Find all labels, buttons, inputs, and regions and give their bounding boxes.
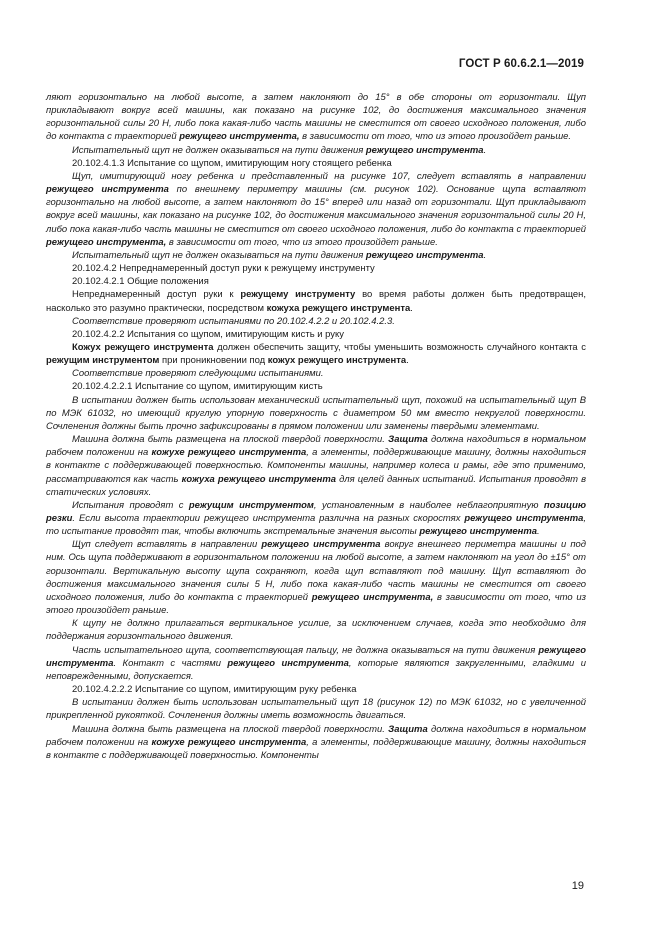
text-run: должна находиться в нормальном рабочем положении на — [46, 434, 586, 459]
text-run: . — [406, 355, 409, 367]
defined-term: режущего инструмента — [365, 144, 484, 156]
text-run: , которые являются закругленными, гладкими и неповрежденными, допускается. — [46, 657, 586, 682]
text-run: , то испытание проводят так, чтобы включить экстремальные значения высоты — [46, 513, 586, 538]
body-paragraph — [46, 696, 586, 722]
body-paragraph — [46, 433, 586, 499]
section-heading: 20.102.4.2 Непреднамеренный доступ руки к режущему инструменту — [72, 263, 375, 275]
text-run: Непреднамеренный доступ руки к — [72, 289, 241, 301]
document-header: ГОСТ Р 60.6.2.1—2019 — [458, 58, 584, 70]
defined-term: режущего инструмента — [46, 644, 586, 669]
page-number: 19 — [571, 880, 584, 892]
text-run: Щуп, имитирующий ногу ребенка и представленный на рисунке 107, следует вставлять в направлении — [72, 170, 586, 182]
body-paragraph — [46, 315, 586, 328]
defined-term: режущему инструменту — [240, 289, 356, 301]
defined-term: кожухе режущего инструмента — [151, 736, 307, 748]
body-paragraph — [46, 170, 586, 249]
body-paragraph — [46, 91, 586, 144]
body-paragraph — [46, 499, 586, 538]
defined-term: режущего инструмента — [464, 513, 584, 524]
defined-term: режущего инструмента — [419, 526, 538, 538]
defined-term: режущего инструмента — [227, 657, 349, 669]
body-paragraph — [46, 538, 586, 617]
defined-term: кожух режущего инструмента — [267, 355, 407, 367]
text-run: для целей данных испытаний. Испытания проводят в статических условиях. — [46, 473, 586, 498]
text-run: . Контакт с частями — [113, 657, 228, 669]
defined-term: режущего инструмента — [261, 539, 381, 551]
defined-term: Защита — [388, 723, 428, 735]
text-run: , а элементы, поддерживающие машину, должны находиться в контакте с поддерживающей поверхностью. Компоненты — [46, 736, 586, 761]
text-run: . — [410, 302, 413, 314]
text-run: в зависимости от того, что из этого произойдет раньше. — [46, 591, 587, 617]
text-run: Испытания проводят с — [72, 499, 189, 511]
text-run: Часть испытательного щупа, соответствующая пальцу, не должна оказываться на пути движения — [72, 644, 539, 656]
section-heading: 20.102.4.2.1 Общие положения — [72, 276, 209, 288]
text-run: В испытании должен быть использован испытательный щуп 18 (рисунок 12) по МЭК 61032, но с увеличенной прикрепленной рукояткой. Сочленения должны иметь возможность двигаться. — [46, 697, 586, 722]
text-run: Испытательный щуп не должен оказываться на пути движения — [72, 249, 366, 261]
defined-term: режущего инструмента — [46, 184, 169, 196]
text-run: . — [483, 144, 487, 156]
text-run: во время работы должен быть предотвращен, насколько это разумно практически, посредством — [46, 289, 586, 314]
text-run: по внешнему периметру машины (см. рисунок 102). Основание щупа вставляют горизонтально на любой высоте, а затем наклоняют до 15° вперед или назад от горизонтали. Щуп прикладывают вокруг всей машины, как показано на рисунке 102, до достижения максимального значения горизонтальной силы 20 Н, либо пока какая-либо часть машины не сместится от своего исходного положения, либо до контакта с траекторией — [46, 184, 586, 235]
defined-term: Кожух режущего инструмента — [72, 341, 214, 353]
body-paragraph — [46, 617, 586, 643]
text-run: . — [537, 526, 540, 538]
text-run: Испытательный щуп не должен оказываться на пути движения — [72, 144, 366, 156]
defined-term: позицию резки — [46, 499, 586, 524]
text-run: при проникновении под — [159, 355, 268, 367]
defined-term: режущего инструмента, — [46, 236, 167, 248]
text-run: , а элементы, поддерживающие машину, должны находиться в контакте с поддерживающей поверхностью. Компоненты машины, например колеса и рамы, где это применимо, рассматриваются как часть — [46, 447, 586, 485]
document-body — [46, 91, 586, 762]
section-heading: 20.102.4.2.2.2 Испытание со щупом, имитирующим руку ребенка — [72, 684, 357, 696]
section-heading: 20.102.4.1.3 Испытание со щупом, имитирующим ногу стоящего ребенка — [72, 157, 392, 169]
defined-term: режущего инструмента — [365, 249, 484, 261]
defined-term: кожуха режущего инструмента — [266, 302, 411, 314]
body-paragraph — [46, 144, 586, 157]
text-run: Соответствие проверяют испытаниями по 20.102.4.2.2 и 20.102.4.2.3. — [72, 315, 395, 327]
text-run: . Если высота траектории режущего инструмента различна на разных скоростях — [72, 513, 465, 524]
body-paragraph — [46, 723, 586, 762]
text-run: в зависимости от того, что из этого произойдет раньше. — [299, 131, 572, 143]
defined-term: режущим инструментом — [188, 499, 314, 511]
body-paragraph — [46, 394, 586, 433]
text-run: должна находиться в нормальном рабочем положении на — [46, 723, 586, 748]
section-heading: 20.102.4.2.2.1 Испытание со щупом, имитирующим кисть — [72, 381, 323, 393]
body-paragraph — [46, 367, 586, 380]
defined-term: кожуха режущего инструмента — [181, 473, 336, 485]
text-run: Соответствие проверяют следующими испытаниями. — [72, 368, 324, 380]
text-run: Щуп следует вставлять в направлении — [72, 539, 262, 551]
body-paragraph — [46, 341, 586, 367]
text-run: К щупу не должно прилагаться вертикальное усилие, за исключением случаев, когда это необходимо для поддержания горизонтального движения. — [46, 618, 586, 643]
text-run: . — [483, 249, 487, 261]
defined-term: режущего инструмента, — [311, 591, 434, 603]
defined-term: режущего инструмента, — [179, 131, 300, 143]
text-run: Машина должна быть размещена на плоской твердой поверхности. — [72, 723, 389, 735]
text-run: , установленным в наиболее неблагоприятную — [313, 499, 544, 511]
text-run: вокруг внешнего периметра машины и под ним. Ось щупа поддерживают в горизонтальном положении на любой высоте, а затем наклоняют на угол до ±15° от горизонтали. Вертикальную высоту щупа сохраняют, когда щуп вставляют под машину. Щуп вставляют до достижения максимального значения силы 5 Н, либо пока какая-либо часть машины не сместится от своего исходного положения, либо до контакта с траекторией — [46, 539, 586, 603]
text-run: Машина должна быть размещена на плоской твердой поверхности. — [72, 434, 389, 446]
body-paragraph — [46, 644, 586, 683]
defined-term: Защита — [388, 434, 428, 446]
text-run: В испытании должен быть использован механический испытательный щуп, похожий на испытательный щуп В по МЭК 61032, но имеющий круглую упорную поверхность с диаметром 50 мм вместо некруглой поверхности. Сочленения должны быть прочно зафиксированы в прямом положении или заменены твердыми элементами. — [46, 394, 586, 432]
text-run: ляют горизонтально на любой высоте, а затем наклоняют до 15° в обе стороны от горизонтали. Щуп прикладывают вокруг всей машины, как показано на рисунке 102, до достижения максимального значения горизонтальной силы 20 Н, либо пока какая-либо часть машины не сместится от своего исходного положения, либо до контакта с траекторией — [46, 92, 586, 143]
section-heading: 20.102.4.2.2 Испытания со щупом, имитирующим кисть и руку — [72, 328, 344, 340]
body-paragraph — [46, 288, 586, 314]
text-run: в зависимости от того, что из этого произойдет раньше. — [166, 236, 438, 248]
body-paragraph — [46, 249, 586, 262]
defined-term: режущим инструментом — [46, 355, 160, 367]
text-run: должен обеспечить защиту, чтобы уменьшить возможность случайного контакта с — [213, 341, 586, 353]
defined-term: кожухе режущего инструмента — [151, 447, 307, 459]
